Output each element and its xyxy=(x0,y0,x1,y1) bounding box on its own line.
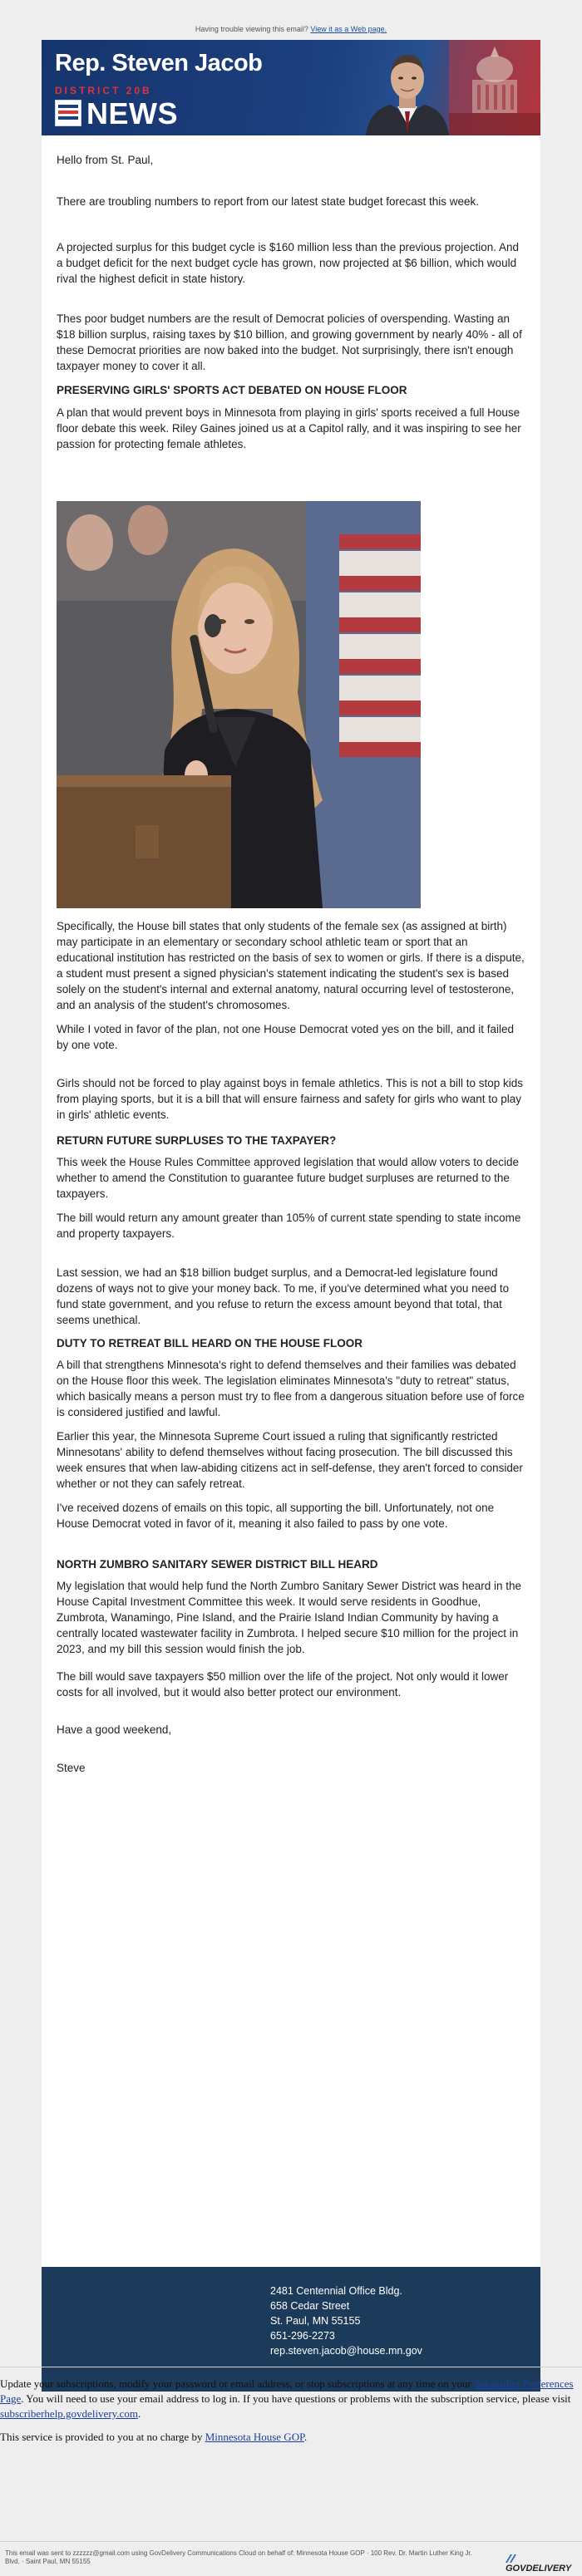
representative-name: Rep. Steven Jacob xyxy=(55,50,263,76)
greeting: Hello from St. Paul, xyxy=(57,154,154,166)
paragraph: A bill that strengthens Minnesota's right to defend themselves and their families was debated on the House floor this week. The legislation eliminates Minnesota's "duty to retreat" status, which basically means a person must try to flee from a dangerous situation before use of force is considered justified and lawful. xyxy=(57,1359,525,1418)
paragraph: A plan that would prevent boys in Minnesota from playing in girls' sports received a full House floor debate this week. Riley Gaines joined us at a Capitol rally, and it was inspiring to see her passion for protecting female athletes. xyxy=(57,406,521,450)
section-heading-duty-to-retreat: DUTY TO RETREAT BILL HEARD ON THE HOUSE FLOOR xyxy=(57,1337,363,1349)
section-heading-sewer-district: NORTH ZUMBRO SANITARY SEWER DISTRICT BILL HEARD xyxy=(57,1558,378,1571)
district-label: DISTRICT 20B xyxy=(55,85,152,96)
subscription-text: . xyxy=(137,2407,141,2420)
address-line: 2481 Centennial Office Bldg. xyxy=(270,2285,402,2297)
signature: Steve xyxy=(57,1762,86,1774)
address-line: 658 Cedar Street xyxy=(270,2300,350,2312)
subscription-notice xyxy=(0,2377,582,2445)
subscriber-preferences-link[interactable]: Subscriber Preferences Page xyxy=(0,2377,574,2405)
subscription-text: Update your subscriptions, modify your password or email address, or stop subscriptions at any time on your xyxy=(0,2377,471,2390)
address-line: St. Paul, MN 55155 xyxy=(270,2315,361,2327)
legal-footer-text: This email was sent to zzzzzz@gmail.com using GovDelivery Communications Cloud on behalf of: Minnesota House GOP · 100 Rev. Dr. Martin Luther King Jr. Blvd. · Saint Paul, MN 55155 xyxy=(5,2549,472,2565)
subscription-paragraph xyxy=(0,2377,582,2421)
paragraph: I've received dozens of emails on this topic, all supporting the bill. Unfortunately, not one House Democrat voted in favor of it, meaning it also failed to pass by one vote. xyxy=(57,1502,495,1530)
newsletter-banner xyxy=(42,40,540,135)
capitol-building-graphic xyxy=(449,40,540,135)
paragraph: There are troubling numbers to report from our latest state budget forecast this week. xyxy=(57,195,480,208)
email-address: rep.steven.jacob@house.mn.gov xyxy=(270,2345,422,2357)
paragraph: Thes poor budget numbers are the result of Democrat policies of overspending. Wasting an $18 billion surplus, raising taxes by $10 billion, and growing government by nearly 40% - all of these Democrat priorities are now baked into the budget. Not surprisingly, there isn't enough taxpayer money to cover it all. xyxy=(57,312,522,372)
office-address xyxy=(270,2283,422,2358)
view-as-web-page-link[interactable]: View it as a Web page. xyxy=(310,25,387,33)
paragraph: Last session, we had an $18 billion budget surplus, and a Democrat-led legislature found dozens of ways not to give your money back. To me, if you've determined what you need to fund state government, and you refuse to return the excess amount beyond that total, that seems unethical. xyxy=(57,1266,510,1326)
divider xyxy=(0,2541,582,2542)
govdelivery-wordmark: GOVDELIVERY xyxy=(506,2564,572,2574)
paragraph: The bill would save taxpayers $50 million over the life of the project. Not only would it lower costs for all involved, but it would also better protect our environment. xyxy=(57,1670,509,1698)
paragraph: My legislation that would help fund the North Zumbro Sanitary Sewer District was heard in the House Capital Investment Committee this week. It would serve residents in Goodhue, Zumbrota, Wanamingo, Pine Island, and the Prairie Island Indian Community by having a centrally located wastewater facility in Zumbrota. I helped secure $10 million for the project in 2023, and my bill this session would finish the job. xyxy=(57,1580,522,1655)
section-heading-girls-sports: PRESERVING GIRLS' SPORTS ACT DEBATED ON HOUSE FLOOR xyxy=(57,384,407,396)
closing: Have a good weekend, xyxy=(57,1723,172,1736)
govdelivery-logo xyxy=(506,2554,582,2574)
paragraph: The bill would return any amount greater than 105% of current state spending to state income and property taxpayers. xyxy=(57,1212,521,1240)
paragraph: Earlier this year, the Minnesota Supreme Court issued a ruling that significantly restricted Minnesotans' ability to defend themselves without facing prosecution. The bill discussed this week ensures that when law-abiding citizens act in self-defense, they aren't forced to consider whether or not they can safely retreat. xyxy=(57,1430,523,1490)
representative-portrait xyxy=(358,42,457,135)
subscription-text: . You will need to use your email address to log in. If you have questions or problems with the subscription service, please visit xyxy=(21,2392,571,2405)
service-text: This service is provided to you at no charge by xyxy=(0,2431,203,2443)
minnesota-house-gop-link[interactable]: Minnesota House GOP xyxy=(205,2431,304,2443)
trouble-viewing-text: Having trouble viewing this email? xyxy=(195,25,308,33)
rally-speaker-photo xyxy=(57,501,421,908)
govdelivery-mark-icon xyxy=(506,2554,517,2563)
minnesota-house-seal-icon xyxy=(55,100,81,126)
paragraph: Specifically, the House bill states that only students of the female sex (as assigned at birth) may participate in an elementary or secondary school athletic team or sport that an educational institution has restricted on the basis of sex to women or girls. If there is a dispute, a student must present a signed physician's statement indicating the student's sex is based solely on the student's internal and external anatomy, natural occurring level of testosterone, and an analysis of the student's chromosomes. xyxy=(57,920,525,1011)
subscriber-help-link[interactable]: subscriberhelp.govdelivery.com xyxy=(0,2407,138,2420)
trouble-viewing-notice xyxy=(0,25,582,33)
paragraph: Girls should not be forced to play against boys in female athletics. This is not a bill to stop kids from playing sports, but it is a bill that will ensure fairness and safety for girls who want to play in girls' athletic events. xyxy=(57,1077,524,1121)
phone-number: 651-296-2273 xyxy=(270,2330,335,2342)
paragraph: This week the House Rules Committee approved legislation that would allow voters to decide whether to amend the Constitution to guarantee future budget surpluses are returned to the taxpayers. xyxy=(57,1156,520,1200)
service-paragraph xyxy=(0,2430,582,2445)
paragraph: A projected surplus for this budget cycle is $160 million less than the previous projection. And a budget deficit for the next budget cycle has grown, now projected at $6 billion, which would rival the highest deficit in state history. xyxy=(57,241,520,285)
service-text: . xyxy=(303,2431,308,2443)
paragraph: While I voted in favor of the plan, not one House Democrat voted yes on the bill, and it failed by one vote. xyxy=(57,1023,515,1051)
news-wordmark: NEWS xyxy=(86,96,178,130)
section-heading-surpluses: RETURN FUTURE SURPLUSES TO THE TAXPAYER? xyxy=(57,1134,337,1147)
contact-footer xyxy=(42,2267,540,2392)
email-body xyxy=(42,40,540,2357)
